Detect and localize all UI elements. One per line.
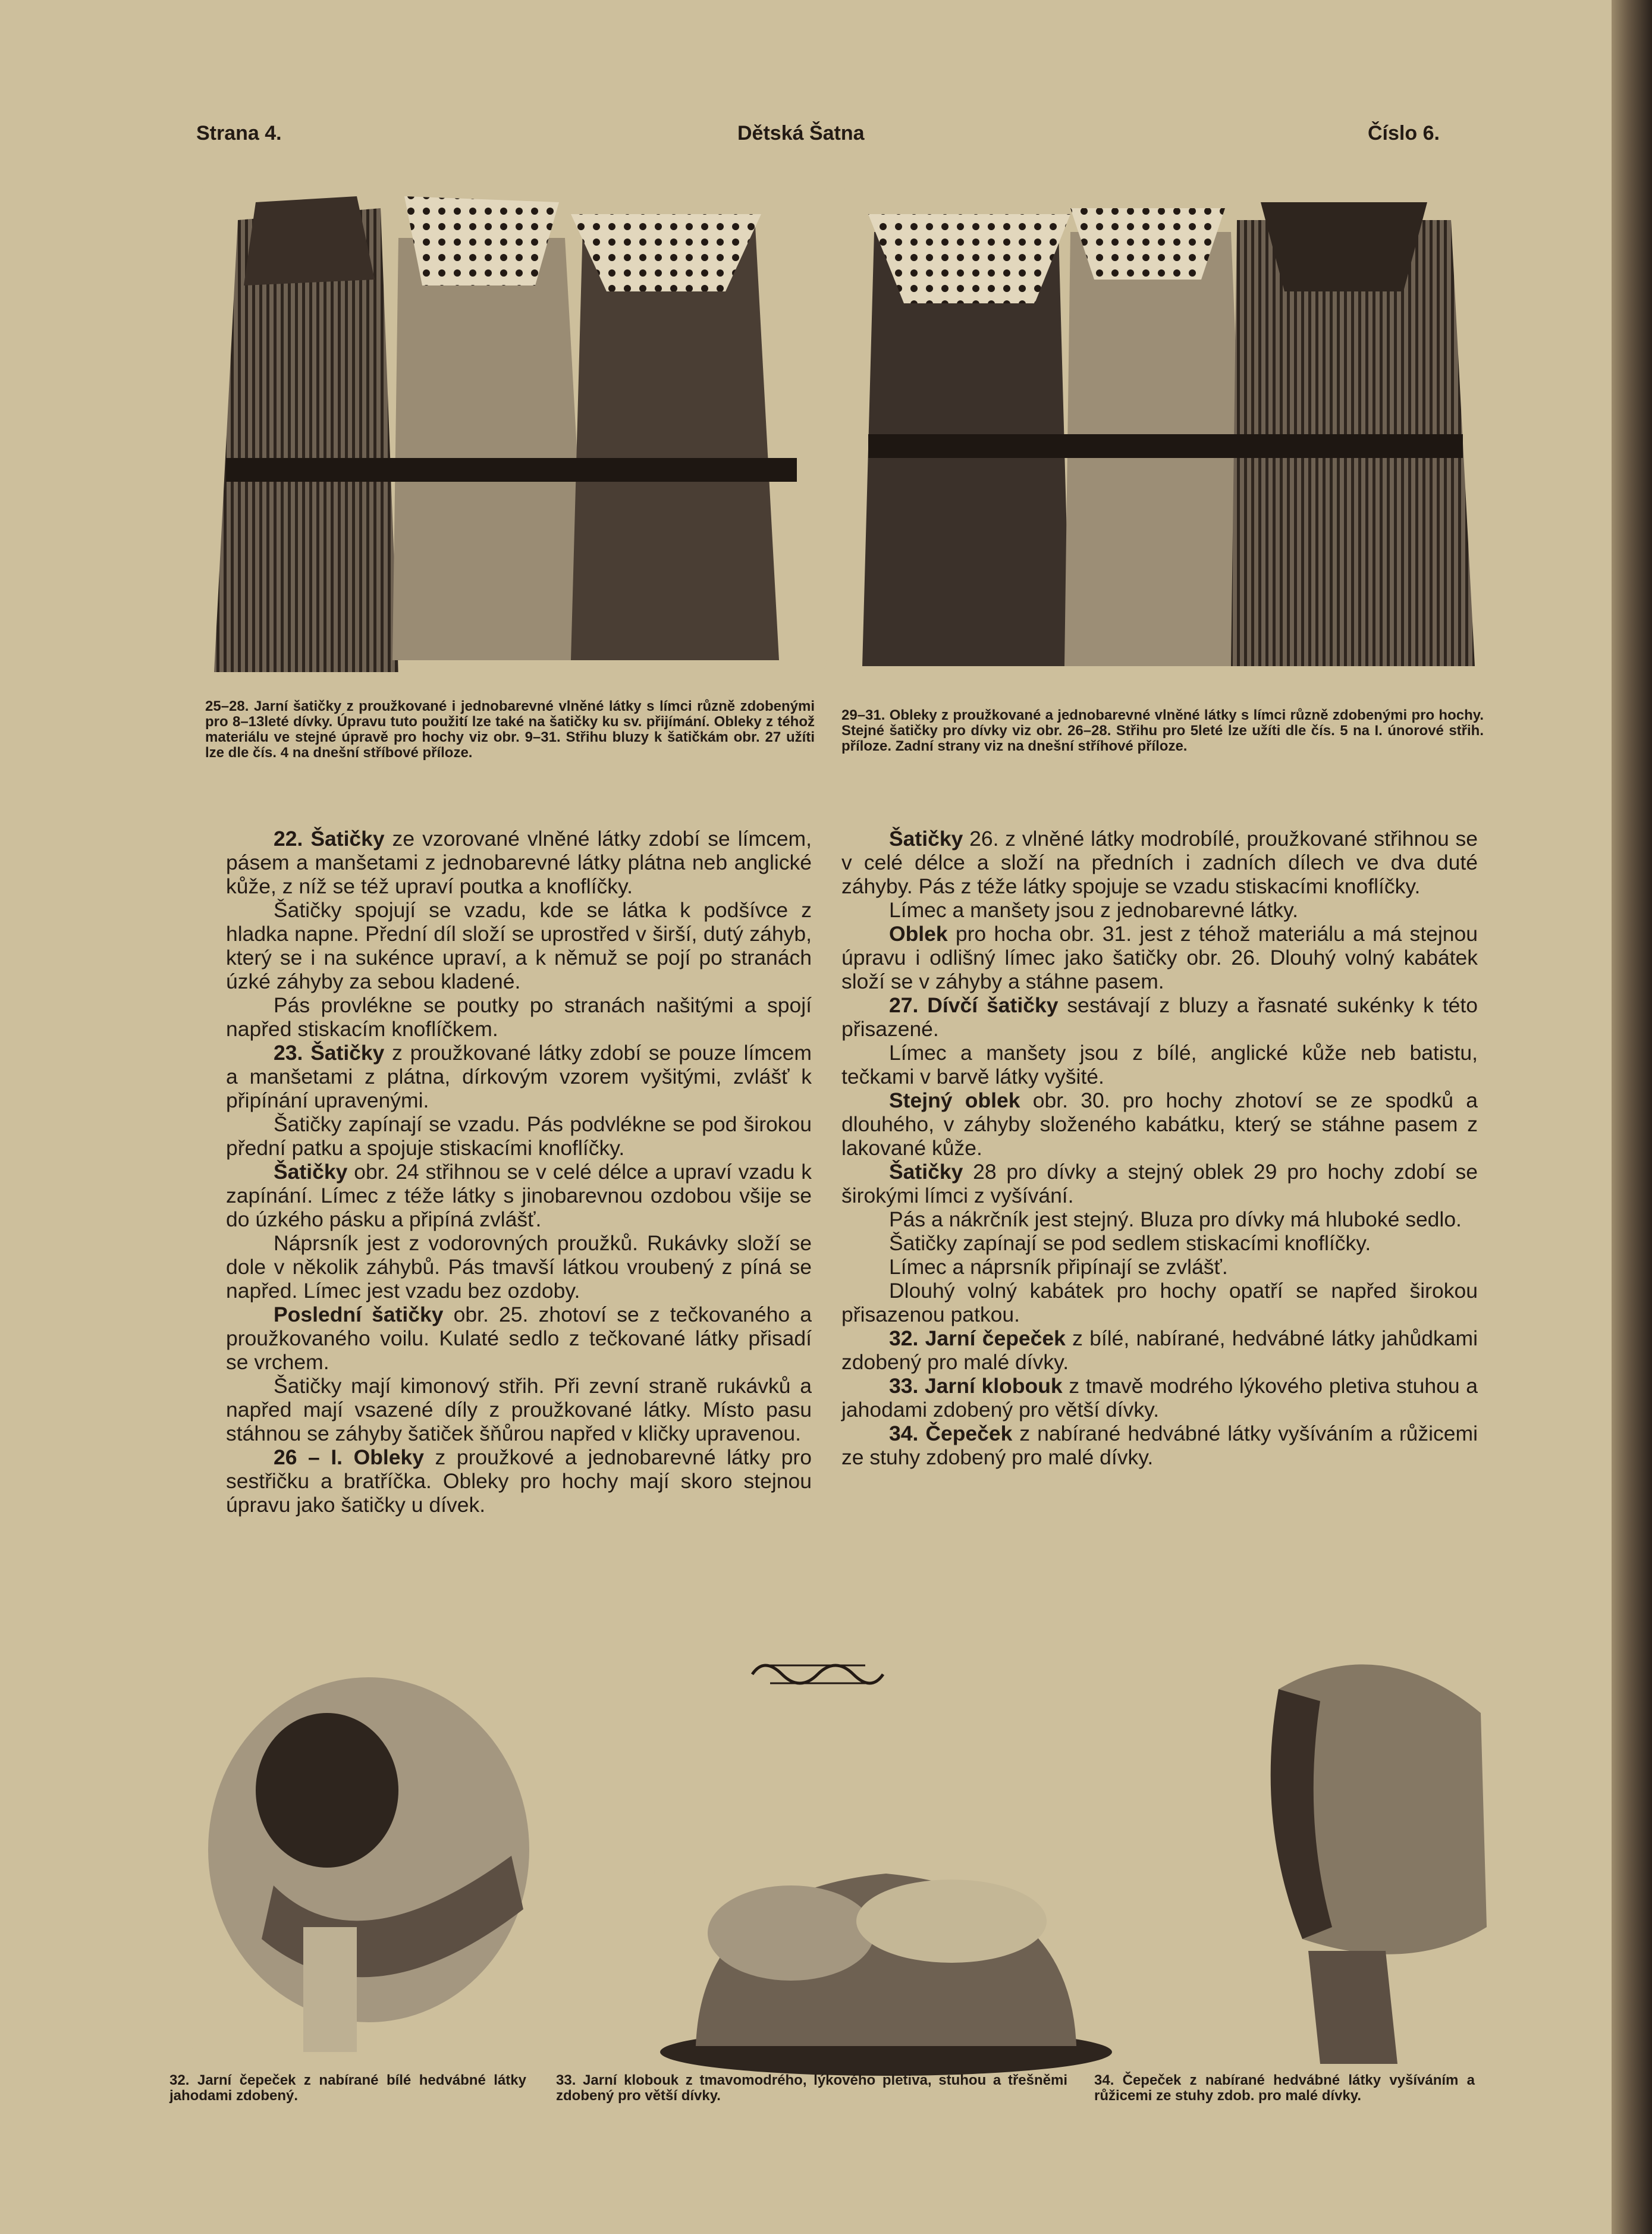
paragraph-text: obr. 25. zhotoví se z tečkovaného a proužkovaného voilu. Kulaté sedlo z tečkované látky přisadí se vrchem. (226, 1303, 812, 1374)
paragraph-text: Pás provlékne se poutky po stranách našitými a spojí napřed stiskacím knoflíčkem. (226, 993, 812, 1041)
magazine-title: Dětská Šatna (737, 122, 865, 145)
paragraph (841, 1207, 1478, 1231)
paragraph-text: Šatičky mají kimonový střih. Při zevní straně rukávků a napřed mají vsazené díly z proužkované látky. Místo pasu stáhnou se záhyby šatiček šňůrou napřed v kličky upravenou. (226, 1374, 812, 1445)
paragraph-lead: 33. Jarní klobouk (889, 1374, 1063, 1398)
paragraph (841, 1279, 1478, 1326)
paragraph-text: Pás a nákrčník jest stejný. Bluza pro dívky má hluboké sedlo. (889, 1207, 1462, 1231)
caption-figure-34: 34. Čepeček z nabírané hedvábné látky vyšíváním a růžicemi ze stuhy zdob. pro malé dívky. (1094, 2072, 1475, 2104)
paragraph (841, 1374, 1478, 1422)
paragraph-text: obr. 24 střihnou se v celé délce a upraví vzadu k zapínání. Límec z téže látky s jinobarevnou ozdobou všije se do úzkého pásku a připíná zvlášť. (226, 1160, 812, 1231)
paragraph (226, 827, 812, 898)
hat-33-illustration (654, 1856, 1118, 2082)
paragraph-text: Šatičky zapínají se vzadu. Pás podvlékne se pod širokou přední patku a spojuje stiskacími knoflíčky. (226, 1112, 812, 1160)
boys-suits-illustration (844, 172, 1487, 678)
paragraph (841, 993, 1478, 1041)
paragraph (841, 1255, 1478, 1279)
paragraph-text: 26. z vlněné látky modrobílé, proužkované střihnou se v celé délce a složí na předních i zadních dílech ve dva duté záhyby. Pás z téže látky spojuje se vzadu stiskacími knoflíčky. (841, 827, 1478, 898)
paragraph-text: obr. 30. pro hochy zhotoví se ze spodků a dlouhého, v záhyby složeného kabátku, který se stáhne pasem z lakované kůže. (841, 1088, 1478, 1160)
paragraph-text: z tmavě modrého lýkového pletiva stuhou a jahodami zdobený pro větší dívky. (841, 1374, 1478, 1422)
paragraph (226, 1160, 812, 1231)
paragraph-lead: 23. Šatičky (274, 1041, 385, 1065)
paragraph (226, 1041, 812, 1112)
paragraph (226, 1445, 812, 1517)
paragraph-lead: Šatičky (889, 1160, 963, 1184)
paragraph (226, 898, 812, 993)
paragraph (226, 1231, 812, 1303)
paragraph (841, 1326, 1478, 1374)
right-text-column (841, 827, 1478, 1469)
paragraph-lead: Šatičky (889, 827, 963, 851)
paragraph (841, 898, 1478, 922)
caption-figures-29-31: 29–31. Obleky z proužkované a jednobarevné vlněné látky s límci různě zdobenými pro hochy. Stejné šatičky pro dívky viz obr. 26–28. Střihu pro 5leté lze užíti dle čís. 5 na I. únorové střih. příloze. Zadní strany viz na dnešní stříhové příloze. (841, 707, 1484, 754)
paragraph (841, 1041, 1478, 1088)
paragraph-text: 28 pro dívky a stejný oblek 29 pro hochy zdobí se širokými límci z vyšívání. (841, 1160, 1478, 1207)
paragraph (841, 827, 1478, 898)
paragraph-lead: 32. Jarní čepeček (889, 1326, 1066, 1350)
paragraph-lead: 27. Dívčí šatičky (889, 993, 1059, 1017)
paragraph-lead: Oblek (889, 922, 948, 946)
paragraph-lead: 34. Čepeček (889, 1422, 1013, 1445)
paragraph-text: Límec a manšety jsou z jednobarevné látky. (889, 898, 1299, 922)
caption-figure-32: 32. Jarní čepeček z nabírané bílé hedvábné látky jahodami zdobený. (169, 2072, 526, 2104)
paragraph-text: pro hocha obr. 31. jest z téhož materiálu a má stejnou úpravu i odlišný límec jako šatičky obr. 26. Dlouhý volný kabátek složí se v záhyby a stáhne pasem. (841, 922, 1478, 993)
paragraph (841, 1231, 1478, 1255)
bonnet-32-illustration (190, 1659, 541, 2058)
paragraph-lead: 26 – I. Obleky (274, 1445, 424, 1469)
paragraph-text: Límec a náprsník připínají se zvlášť. (889, 1255, 1228, 1279)
paragraph-text: z bílé, nabírané, hedvábné látky jahůdkami zdobený pro malé dívky. (841, 1326, 1478, 1374)
paragraph-text: Dlouhý volný kabátek pro hochy opatří se napřed širokou přisazenou patkou. (841, 1279, 1478, 1326)
paragraph-text: Šatičky zapínají se pod sedlem stiskacími knoflíčky. (889, 1231, 1371, 1255)
paragraph (226, 1374, 812, 1445)
paragraph-text: z nabírané hedvábné látky vyšíváním a růžicemi ze stuhy zdobený pro malé dívky. (841, 1422, 1478, 1469)
left-text-column (226, 827, 812, 1517)
paragraph-text: ze vzorované vlněné látky zdobí se límcem, pásem a manšetami z jednobarevné látky plátna neb anglické kůže, z níž se též upraví poutka a knoflíčky. (226, 827, 812, 898)
paragraph (841, 1422, 1478, 1469)
paragraph-text: Náprsník jest z vodorovných proužků. Rukávky složí se dole v několik záhybů. Pás tmavší látkou vroubený z píná se napřed. Límec jest vzadu bez ozdoby. (226, 1231, 812, 1303)
issue-number: Číslo 6. (1368, 122, 1440, 145)
paragraph (841, 1160, 1478, 1207)
paragraph-text: sestávají z bluzy a řasnaté sukénky k této přisazené. (841, 993, 1478, 1041)
girls-dresses-illustration (202, 172, 827, 678)
caption-figure-33: 33. Jarní klobouk z tmavomodrého, lýkového pletiva, stuhou a třešněmi zdobený pro větší dívky. (556, 2072, 1067, 2104)
paragraph-text: Šatičky spojují se vzadu, kde se látka k podšívce z hladka napne. Přední díl složí se uprostřed v širší, dutý záhyb, který se i na sukénce upraví, a k němuž se pojí po stranách úzké záhyby za sebou kladené. (226, 898, 812, 993)
paragraph (226, 993, 812, 1041)
paragraph-text: z proužkované látky zdobí se pouze límcem a manšetami z plátna, dírkovým vzorem vyšitými, zvlášť k připínání upravenými. (226, 1041, 812, 1112)
paragraph-lead: 22. Šatičky (274, 827, 385, 851)
paragraph (226, 1303, 812, 1374)
paragraph-text: Límec a manšety jsou z bílé, anglické kůže neb batistu, tečkami v barvě látky vyšité. (841, 1041, 1478, 1088)
page-number: Strana 4. (196, 122, 282, 145)
paragraph-lead: Poslední šatičky (274, 1303, 444, 1326)
ornament-divider (746, 1653, 889, 1695)
paragraph-text: z proužkové a jednobarevné látky pro sestřičku a bratříčka. Obleky pro hochy mají skoro stejnou úpravu jako šatičky u dívek. (226, 1445, 812, 1517)
paragraph (841, 1088, 1478, 1160)
caption-figures-25-28: 25–28. Jarní šatičky z proužkované i jednobarevné vlněné látky s límci různě zdobenými pro 8–13leté dívky. Úpravu tuto použití lze také na šatičky ku sv. přijímání. Obleky z téhož materiálu ve stejné úpravě pro hochy viz obr. 9–31. Střihu bluzy k šatičkám obr. 27 užíti lze dle čís. 4 na dnešní stříbové příloze. (205, 698, 815, 761)
paragraph (226, 1112, 812, 1160)
binding-edge (1612, 0, 1652, 2234)
paragraph (841, 922, 1478, 993)
paragraph-lead: Stejný oblek (889, 1088, 1020, 1112)
bonnet-34-illustration (1231, 1642, 1499, 2070)
paragraph-lead: Šatičky (274, 1160, 348, 1184)
